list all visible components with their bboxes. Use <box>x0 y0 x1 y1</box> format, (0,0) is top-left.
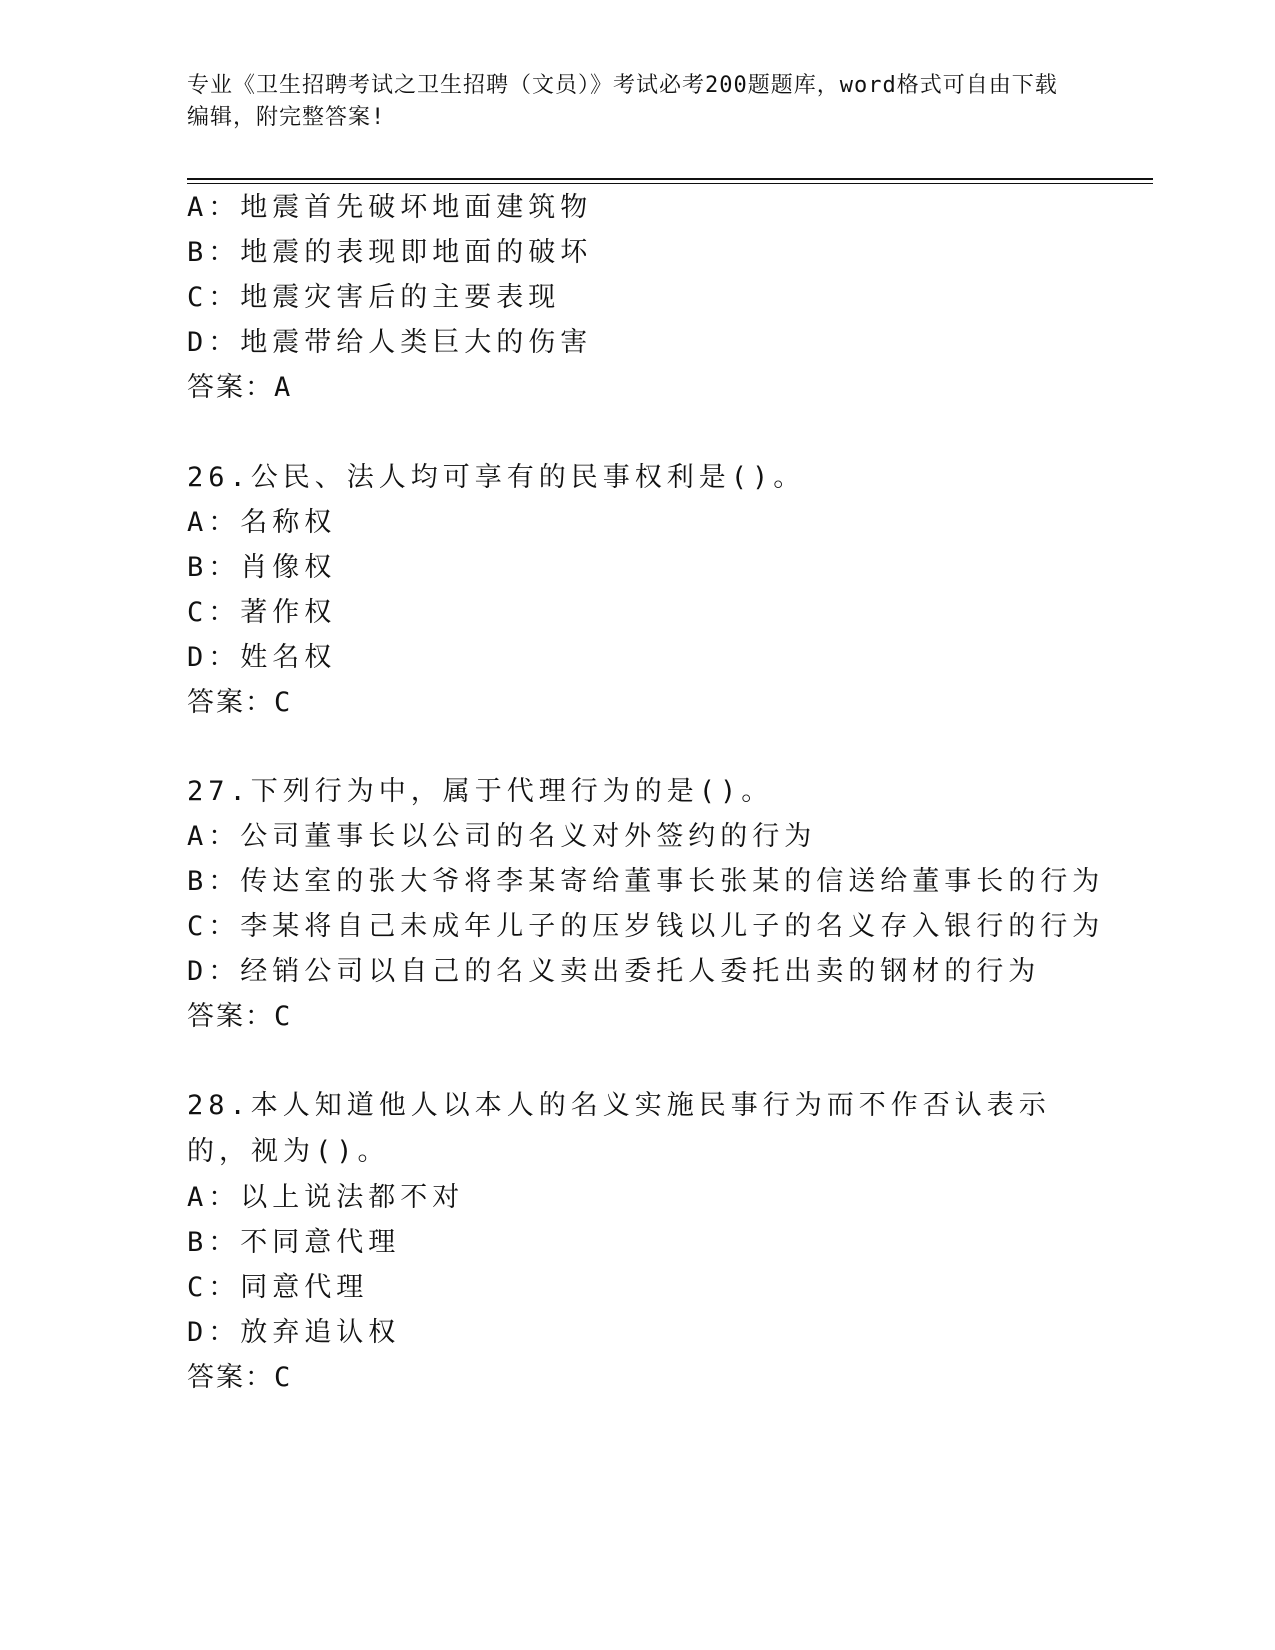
option-c: C：地震灾害后的主要表现 <box>187 282 561 313</box>
answer-label: 答案： <box>187 1001 274 1032</box>
option-b: B：地震的表现即地面的破坏 <box>187 237 593 268</box>
option-d: D：经销公司以自己的名义卖出委托人委托出卖的钢材的行为 <box>187 956 1041 987</box>
option-d: D：放弃追认权 <box>187 1317 401 1348</box>
header-divider <box>187 178 1153 180</box>
question-text: 27.下列行为中，属于代理行为的是()。 <box>187 776 774 807</box>
answer-label: 答案： <box>187 687 274 718</box>
question-text: 28.本人知道他人以本人的名义实施民事行为而不作否认表示的，视为()。 <box>187 1090 1051 1167</box>
option-a: A：名称权 <box>187 507 337 538</box>
answer-line <box>187 1362 292 1394</box>
answer-value: C <box>274 1362 293 1393</box>
option-a: A：地震首先破坏地面建筑物 <box>187 192 593 223</box>
answer-line <box>187 372 292 404</box>
header-divider-thin <box>187 183 1153 184</box>
option-c: C：同意代理 <box>187 1272 369 1303</box>
option-c: C：李某将自己未成年儿子的压岁钱以儿子的名义存入银行的行为 <box>187 911 1105 942</box>
question-text: 26.公民、法人均可享有的民事权利是()。 <box>187 462 806 493</box>
option-c: C：著作权 <box>187 597 337 628</box>
option-a: A：公司董事长以公司的名义对外签约的行为 <box>187 821 817 852</box>
option-b: B：肖像权 <box>187 552 337 583</box>
answer-label: 答案： <box>187 1362 274 1393</box>
option-b: B：不同意代理 <box>187 1227 401 1258</box>
option-b: B：传达室的张大爷将李某寄给董事长张某的信送给董事长的行为 <box>187 866 1105 897</box>
answer-value: A <box>274 372 293 403</box>
answer-value: C <box>274 1001 293 1032</box>
option-a: A：以上说法都不对 <box>187 1182 465 1213</box>
answer-value: C <box>274 687 293 718</box>
option-d: D：地震带给人类巨大的伤害 <box>187 327 593 358</box>
answer-line <box>187 1001 292 1033</box>
document-header: 专业《卫生招聘考试之卫生招聘（文员）》考试必考200题题库，word格式可自由下载编辑，附完整答案! <box>187 73 1058 130</box>
answer-label: 答案： <box>187 372 274 403</box>
answer-line <box>187 687 292 719</box>
option-d: D：姓名权 <box>187 642 337 673</box>
